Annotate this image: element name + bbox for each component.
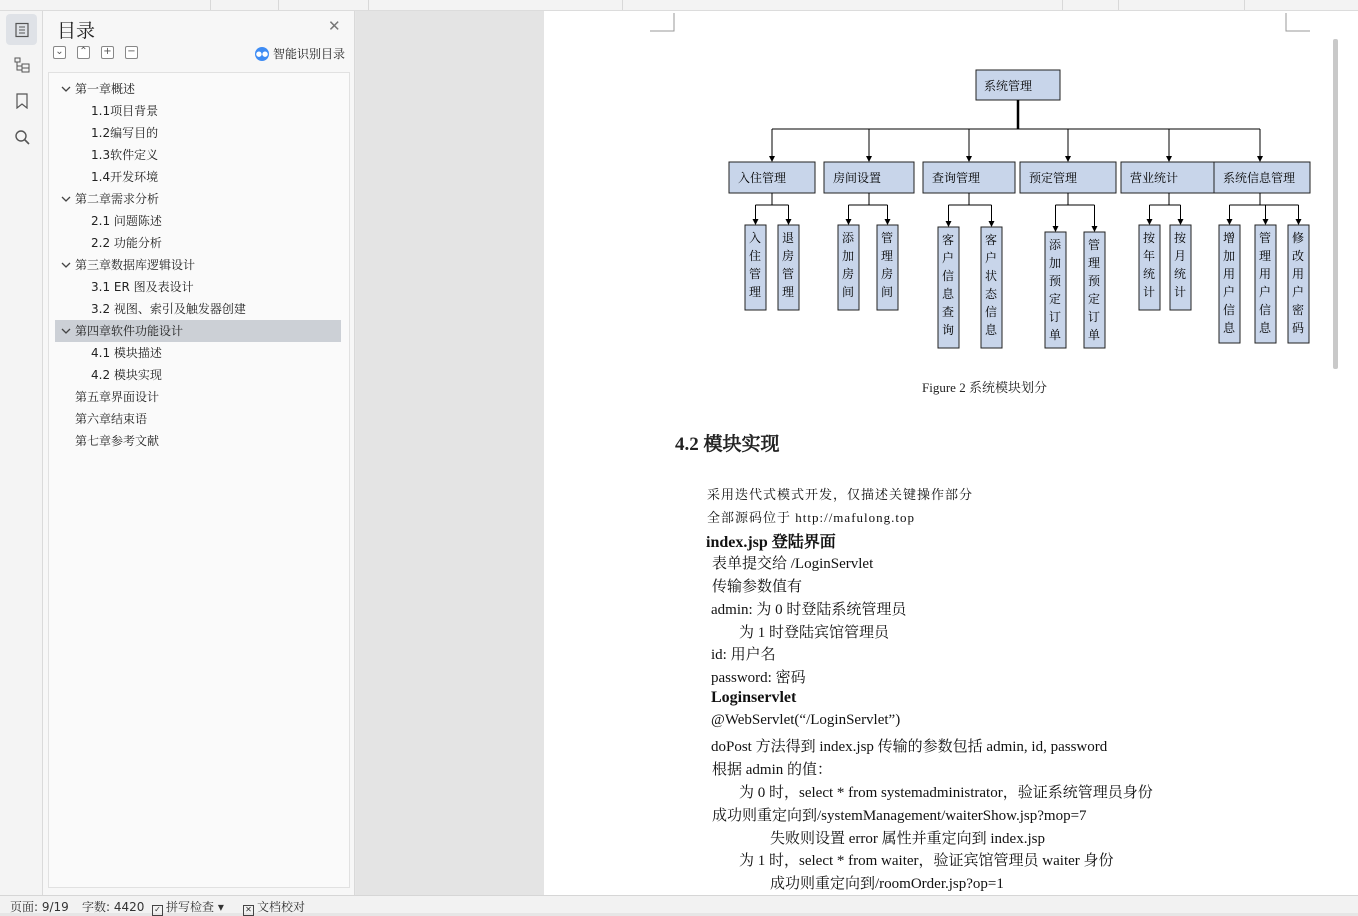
- toc-item[interactable]: [55, 430, 341, 452]
- ai-icon: ●●: [255, 47, 269, 61]
- body-line: Loginservlet: [711, 689, 797, 706]
- chevron-down-icon[interactable]: [61, 326, 71, 336]
- proofread-icon: ✕: [243, 905, 254, 916]
- document-area: [356, 11, 1358, 895]
- body-line: index.jsp 登陆界面: [706, 534, 836, 551]
- toc-item-label: 2.2 功能分析: [91, 236, 162, 250]
- toc-item[interactable]: [55, 100, 341, 122]
- toc-item[interactable]: [55, 122, 341, 144]
- submodule-label: 管理用户信息: [1259, 231, 1272, 335]
- toc-panel-icon[interactable]: [6, 14, 37, 45]
- module-label: 系统信息管理: [1223, 171, 1296, 185]
- body-line: 表单提交给 /LoginServlet: [712, 556, 874, 572]
- toc-item[interactable]: [55, 320, 341, 342]
- submodule-label: 按月统计: [1174, 231, 1187, 299]
- submodule-label: 添加房间: [842, 231, 855, 299]
- arrow-head: [946, 221, 952, 227]
- arrow-head: [769, 156, 775, 162]
- word-count[interactable]: 字数: 4420: [82, 900, 145, 914]
- body-line: 采用迭代式模式开发，仅描述关键操作部分: [707, 487, 974, 502]
- toc-item-label: 1.3软件定义: [91, 148, 159, 162]
- arrow-head: [1065, 156, 1071, 162]
- page-indicator[interactable]: 页面: 9/19: [10, 900, 69, 914]
- expand-up-button[interactable]: ⌃: [77, 46, 90, 59]
- submodule-label: 退房管理: [782, 231, 795, 299]
- toc-item[interactable]: [55, 188, 341, 210]
- module-diagram: [544, 11, 1358, 371]
- toc-item[interactable]: [55, 78, 341, 100]
- figure-caption: Figure 2 系统模块划分: [922, 380, 1047, 395]
- toc-item-label: 第四章软件功能设计: [75, 324, 184, 338]
- arrow-head: [1227, 219, 1233, 225]
- submodule-label: 入住管理: [749, 231, 762, 299]
- scrollbar[interactable]: [1333, 39, 1338, 369]
- toc-item-label: 3.2 视图、索引及触发器创建: [91, 302, 246, 316]
- check-icon: ✓: [152, 905, 163, 916]
- toc-item-label: 3.1 ER 图及表设计: [91, 280, 194, 294]
- submodule-label: 增加用户信息: [1223, 231, 1236, 335]
- arrow-head: [989, 221, 995, 227]
- toc-item-label: 第五章界面设计: [75, 390, 160, 404]
- toc-list: [48, 72, 350, 888]
- arrow-head: [753, 219, 759, 225]
- body-line: password: 密码: [711, 670, 806, 686]
- document-page: [544, 11, 1358, 895]
- toc-item-label: 2.1 问题陈述: [91, 214, 162, 228]
- toc-item[interactable]: [55, 276, 341, 298]
- toc-item-label: 第七章参考文献: [75, 434, 160, 448]
- arrow-head: [1296, 219, 1302, 225]
- toc-item-label: 第三章数据库逻辑设计: [75, 258, 196, 272]
- search-icon[interactable]: [6, 121, 37, 152]
- body-line: 失败则设置 error 属性并重定向到 index.jsp: [770, 831, 1045, 847]
- arrow-head: [786, 219, 792, 225]
- section-heading: 4.2 模块实现: [675, 434, 780, 455]
- collapse-all-button[interactable]: ⌄: [53, 46, 66, 59]
- arrow-head: [846, 219, 852, 225]
- module-label: 营业统计: [1130, 171, 1179, 185]
- module-label: 查询管理: [932, 171, 981, 185]
- arrow-head: [1257, 156, 1263, 162]
- toc-item-label: 4.2 模块实现: [91, 368, 162, 382]
- close-icon[interactable]: ✕: [328, 17, 341, 35]
- submodule-label: 客户状态信息: [985, 233, 998, 337]
- arrow-head: [1147, 219, 1153, 225]
- module-label: 入住管理: [738, 171, 787, 185]
- body-line: 全部源码位于 http://mafulong.top: [707, 510, 915, 525]
- body-line: @WebServlet(“/LoginServlet”): [711, 712, 901, 728]
- toc-item[interactable]: [55, 232, 341, 254]
- body-line: 成功则重定向到/systemManagement/waiterShow.jsp?mop=7: [712, 808, 1087, 824]
- submodule-label: 管理房间: [881, 231, 894, 299]
- status-bar: [0, 895, 1358, 913]
- body-line: id: 用户名: [711, 647, 776, 663]
- toc-item[interactable]: [55, 364, 341, 386]
- chevron-down-icon[interactable]: [61, 84, 71, 94]
- toc-item-label: 第六章结束语: [75, 412, 148, 426]
- toc-item-label: 1.2编写目的: [91, 126, 159, 140]
- toc-item[interactable]: [55, 342, 341, 364]
- toc-item[interactable]: [55, 298, 341, 320]
- chevron-down-icon[interactable]: [61, 260, 71, 270]
- module-label: 房间设置: [833, 171, 882, 185]
- toc-item-label: 第一章概述: [75, 82, 136, 96]
- body-line: admin: 为 0 时登陆系统管理员: [711, 602, 907, 618]
- toc-item-label: 第二章需求分析: [75, 192, 160, 206]
- submodule-label: 管理预定订单: [1088, 238, 1101, 342]
- module-label: 预定管理: [1029, 171, 1078, 185]
- arrow-head: [1263, 219, 1269, 225]
- body-line: doPost 方法得到 index.jsp 传输的参数包括 admin, id, password: [711, 739, 1108, 755]
- smart-toc-label: 智能识别目录: [273, 47, 346, 61]
- arrow-head: [866, 156, 872, 162]
- submodule-label: 按年统计: [1143, 231, 1156, 299]
- body-line: 为 0 时，select * from systemadministrator，验证系统管理员身份: [739, 785, 1153, 801]
- submodule-label: 添加预定订单: [1049, 238, 1062, 342]
- root-label: 系统管理: [984, 79, 1033, 93]
- bookmark-icon[interactable]: [6, 85, 37, 116]
- body-line: 为 1 时，select * from waiter，验证宾馆管理员 waiter 身份: [739, 853, 1114, 869]
- spellcheck-label: 拼写检查: [166, 900, 215, 914]
- body-line: 传输参数值有: [712, 579, 803, 595]
- toc-item[interactable]: [55, 254, 341, 276]
- top-toolbar-strip: [0, 0, 1358, 11]
- arrow-head: [1092, 226, 1098, 232]
- toc-item-label: 1.1项目背景: [91, 104, 159, 118]
- body-line: 为 1 时登陆宾馆管理员: [739, 625, 890, 641]
- toc-item[interactable]: [55, 166, 341, 188]
- smart-toc-button[interactable]: [255, 45, 345, 62]
- toc-item[interactable]: [55, 210, 341, 232]
- side-icon-rail: [0, 11, 43, 895]
- nav-title: 目录: [57, 20, 96, 42]
- arrow-head: [1178, 219, 1184, 225]
- arrow-head: [966, 156, 972, 162]
- structure-icon[interactable]: [6, 49, 37, 80]
- arrow-head: [1053, 226, 1059, 232]
- body-line: 根据 admin 的值：: [712, 762, 832, 778]
- navigation-pane: [43, 11, 355, 895]
- chevron-down-icon[interactable]: [61, 194, 71, 204]
- remove-heading-button[interactable]: −: [125, 46, 138, 59]
- proofread-label: 文档校对: [257, 900, 306, 914]
- add-heading-button[interactable]: +: [101, 46, 114, 59]
- toc-item-label: 1.4开发环境: [91, 170, 159, 184]
- arrow-head: [885, 219, 891, 225]
- spellcheck-button[interactable]: ✓ 拼写检查 ▾: [152, 898, 224, 916]
- submodule-label: 客户信息查询: [942, 233, 955, 337]
- toc-item[interactable]: [55, 144, 341, 166]
- toc-item[interactable]: [55, 408, 341, 430]
- toc-item-label: 4.1 模块描述: [91, 346, 162, 360]
- toc-item[interactable]: [55, 386, 341, 408]
- arrow-head: [1166, 156, 1172, 162]
- body-line: 成功则重定向到/roomOrder.jsp?op=1: [770, 876, 1004, 892]
- submodule-label: 修改用户密码: [1292, 231, 1305, 335]
- proofread-button[interactable]: [243, 898, 305, 916]
